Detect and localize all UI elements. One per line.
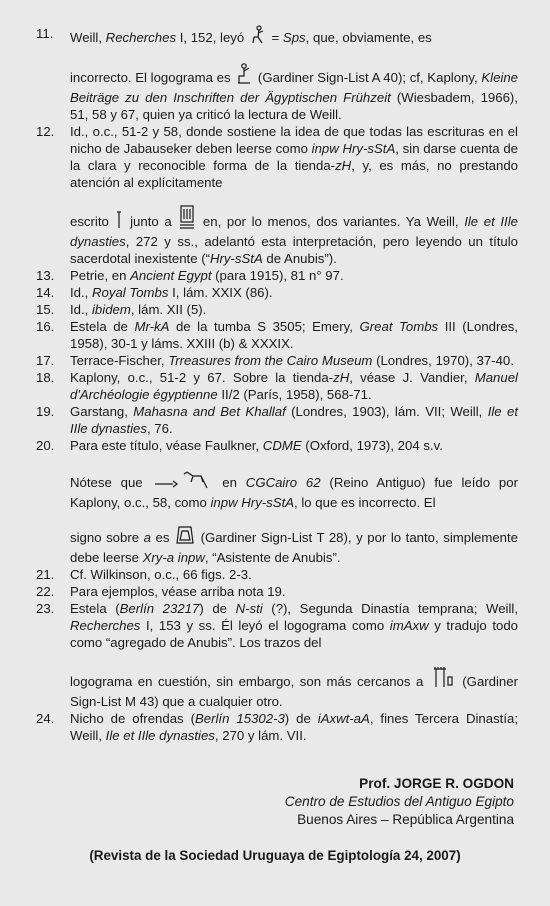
text-run: (Reino Antiguo) fue leído por Kaplony, o.c., 58, como bbox=[70, 475, 518, 510]
footnote-number: 16. bbox=[36, 319, 55, 334]
italic-text: Ancient Egypt bbox=[130, 268, 212, 283]
italic-text: iAxwt-aA bbox=[317, 711, 370, 726]
text-run: (Wiesbadem, 1966), 51, 58 y 67, quien ya criticó la lectura de Weill. bbox=[70, 90, 518, 122]
author-name: Prof. JORGE R. OGDON bbox=[359, 776, 514, 791]
footnote-number: 14. bbox=[36, 285, 55, 300]
text-run: Terrace-Fischer, bbox=[70, 353, 169, 368]
author-institution: Centro de Estudios del Antiguo Egipto bbox=[284, 794, 514, 809]
footnote-number: 17. bbox=[36, 353, 55, 368]
footnote bbox=[36, 284, 518, 301]
text-run: , 270 y lám. VII. bbox=[214, 728, 307, 743]
italic-text: Ile et IIle dynasties bbox=[105, 728, 215, 743]
text-run: Nótese que bbox=[70, 475, 152, 490]
author-location: Buenos Aires – República Argentina bbox=[297, 812, 514, 827]
italic-text: Manuel d'Archéologie égyptienne bbox=[70, 370, 518, 402]
footnote bbox=[36, 25, 518, 123]
text-run: Nicho de ofrendas ( bbox=[70, 711, 195, 726]
italic-text: zH bbox=[333, 370, 350, 385]
italic-text: a bbox=[143, 530, 151, 545]
text-run: Id., o.c., 51-2 y 58, donde sostiene la idea de que todas las escrituras en el nicho de Jabauseker deben leerse como bbox=[70, 124, 518, 156]
text-run: de la tumba S 3505; Emery, bbox=[169, 319, 360, 334]
text-run: es bbox=[150, 530, 175, 545]
text-run: y tradujo todo como “agregado de Anubis”. Los trazos del bbox=[70, 618, 518, 650]
footnote-text bbox=[70, 123, 518, 267]
italic-text: N-sti bbox=[235, 601, 263, 616]
text-run: , lám. XII (5). bbox=[130, 302, 207, 317]
footnote-text bbox=[70, 369, 518, 403]
text-run: Estela de bbox=[70, 319, 135, 334]
italic-text: Mr-kA bbox=[134, 319, 170, 334]
text-run: , y, es más, no prestando atención al explícitamente bbox=[70, 158, 518, 190]
footnote-text bbox=[70, 710, 518, 744]
footnote bbox=[36, 403, 518, 437]
tent-hieroglyph-icon bbox=[176, 525, 194, 549]
pole-hieroglyph-icon bbox=[116, 211, 122, 233]
text-run: incorrecto. El logograma es bbox=[70, 70, 235, 85]
text-run: Para este título, véase Faulkner, bbox=[70, 438, 263, 453]
italic-text: zH bbox=[335, 158, 352, 173]
footnote-text bbox=[70, 25, 518, 123]
comb-hieroglyph-icon bbox=[431, 665, 455, 693]
text-run: ) de bbox=[199, 601, 236, 616]
footnote bbox=[36, 318, 518, 352]
footnote bbox=[36, 566, 518, 583]
footnote-text bbox=[70, 267, 518, 284]
text-run: III (Londres, 1958), 30-1 y láms. XXIII (b) & XXXIX. bbox=[70, 319, 518, 351]
text-run: escrito bbox=[70, 214, 115, 229]
footnote-text bbox=[70, 583, 518, 600]
text-run: (para 1915), 81 n° 97. bbox=[211, 268, 344, 283]
italic-text: Ile et IIle dynasties bbox=[70, 404, 518, 436]
footnote bbox=[36, 301, 518, 318]
italic-text: ibidem bbox=[92, 302, 131, 317]
text-run: I, lám. XXIX (86). bbox=[168, 285, 273, 300]
text-run: (Gardiner Sign-List T 28), y por lo tanto, simplemente debe leerse bbox=[70, 530, 518, 565]
seated-man-hieroglyph-icon bbox=[236, 63, 252, 89]
footnote-number: 22. bbox=[36, 584, 55, 599]
text-run: Weill, bbox=[70, 30, 106, 45]
italic-text: Great Tombs bbox=[359, 319, 439, 334]
footnote bbox=[36, 267, 518, 284]
italic-text: inpw Hry-sStA bbox=[311, 141, 396, 156]
italic-text: Hry-sStA bbox=[210, 251, 263, 266]
sps-hieroglyph-icon bbox=[250, 25, 266, 49]
footnote-number: 13. bbox=[36, 268, 55, 283]
signature-block bbox=[285, 775, 514, 829]
footnotes bbox=[36, 25, 518, 744]
footnote-number: 18. bbox=[36, 370, 55, 385]
text-run: = bbox=[267, 30, 283, 45]
text-run: , “Asistente de Anubis”. bbox=[204, 550, 341, 565]
text-run: II/2 (París, 1958), 568-71. bbox=[217, 387, 372, 402]
text-run: signo sobre bbox=[70, 530, 144, 545]
italic-text: Recherches bbox=[70, 618, 141, 633]
footnote-number: 21. bbox=[36, 567, 55, 582]
footnote bbox=[36, 583, 518, 600]
text-run: , lo que es incorrecto. El bbox=[294, 495, 436, 510]
text-run: , fines Tercera Dinastía; Weill, bbox=[70, 711, 518, 743]
footnote-number: 20. bbox=[36, 438, 55, 453]
text-run: , que, obviamente, es bbox=[305, 30, 432, 45]
footnote bbox=[36, 123, 518, 267]
italic-text: CGCairo 62 bbox=[245, 475, 321, 490]
italic-text: inpw Hry-sStA bbox=[210, 495, 295, 510]
text-run: Cf. Wilkinson, o.c., 66 figs. 2-3. bbox=[70, 567, 252, 582]
text-run: (Londres, 1970), 37-40. bbox=[372, 353, 514, 368]
footnote bbox=[36, 369, 518, 403]
text-run: Kaplony, o.c., 51-2 y 67. Sobre la tienda- bbox=[70, 370, 334, 385]
text-run: en, por lo menos, dos variantes. Ya Weill, bbox=[197, 214, 465, 229]
text-run: (?), Segunda Dinastía temprana; Weill, bbox=[262, 601, 518, 616]
text-run: , véase J. Vandier, bbox=[349, 370, 475, 385]
journal-citation: (Revista de la Sociedad Uruguaya de Egiptología 24, 2007) bbox=[89, 848, 461, 863]
footnote-text bbox=[70, 318, 518, 352]
text-run: , 76. bbox=[146, 421, 173, 436]
footnote-text bbox=[70, 437, 518, 566]
italic-text: Royal Tombs bbox=[92, 285, 169, 300]
footnote-number: 23. bbox=[36, 601, 55, 616]
italic-text: Berlín 23217 bbox=[119, 601, 200, 616]
footnote-number: 15. bbox=[36, 302, 55, 317]
italic-text: Ile et IIle dynasties bbox=[70, 214, 518, 249]
text-run: (Gardiner Sign-List M 43) que a cualquier otro. bbox=[70, 674, 518, 709]
text-run: Para ejemplos, véase arriba nota 19. bbox=[70, 584, 286, 599]
footnote-number: 19. bbox=[36, 404, 55, 419]
italic-text: Berlín 15302-3 bbox=[194, 711, 285, 726]
italic-text: Recherches bbox=[105, 30, 177, 45]
text-run: I, 152, leyó bbox=[176, 30, 248, 45]
arm-jackal-hieroglyph-icon bbox=[153, 468, 211, 494]
footnote bbox=[36, 710, 518, 744]
text-run: de Anubis”). bbox=[262, 251, 337, 266]
italic-text: Mahasna and Bet Khallaf bbox=[133, 404, 286, 419]
text-run: Estela ( bbox=[70, 601, 120, 616]
footnote-text bbox=[70, 403, 518, 437]
footnote-text bbox=[70, 352, 518, 369]
text-run: logograma en cuestión, sin embargo, son más cercanos a bbox=[70, 674, 429, 689]
text-run: junto a bbox=[124, 214, 178, 229]
text-run: Id., bbox=[70, 285, 92, 300]
footnote bbox=[36, 437, 518, 566]
text-run: , sin darse cuenta de la clara y reconocible forma de la tienda- bbox=[70, 141, 518, 173]
text-run: Id., bbox=[70, 302, 92, 317]
text-run: (Londres, 1903), lám. VII; Weill, bbox=[285, 404, 488, 419]
footnote-text bbox=[70, 301, 518, 318]
footnote-text bbox=[70, 284, 518, 301]
footnote-number: 24. bbox=[36, 711, 55, 726]
italic-text: CDME bbox=[262, 438, 302, 453]
footnote-number: 11. bbox=[36, 26, 54, 41]
text-run: en bbox=[213, 475, 246, 490]
footnote-text bbox=[70, 566, 518, 583]
italic-text: Trreasures from the Cairo Museum bbox=[168, 353, 373, 368]
text-run: ) de bbox=[284, 711, 318, 726]
shrine-hieroglyph-icon bbox=[179, 205, 195, 233]
text-run: (Oxford, 1973), 204 s.v. bbox=[301, 438, 443, 453]
footnote bbox=[36, 600, 518, 710]
italic-text: imAxw bbox=[389, 618, 429, 633]
italic-text: Kleine Beiträge zu den Inschriften der Ägyptischen Frühzeit bbox=[70, 70, 519, 105]
text-run: (Gardiner Sign-List A 40); cf, Kaplony, bbox=[254, 70, 482, 85]
italic-text: Sps bbox=[282, 30, 306, 45]
text-run: I, 153 y ss. Él leyó el logograma como bbox=[140, 618, 390, 633]
footnote-number: 12. bbox=[36, 124, 55, 139]
text-run: , 272 y ss., adelantó esta interpretación, pero leyendo un título sacerdotal inexistente (“ bbox=[70, 234, 518, 266]
footnote bbox=[36, 352, 518, 369]
text-run: Garstang, bbox=[70, 404, 134, 419]
text-run: Petrie, en bbox=[70, 268, 131, 283]
footnote-text bbox=[70, 600, 518, 710]
italic-text: Xry-a inpw bbox=[142, 550, 205, 565]
